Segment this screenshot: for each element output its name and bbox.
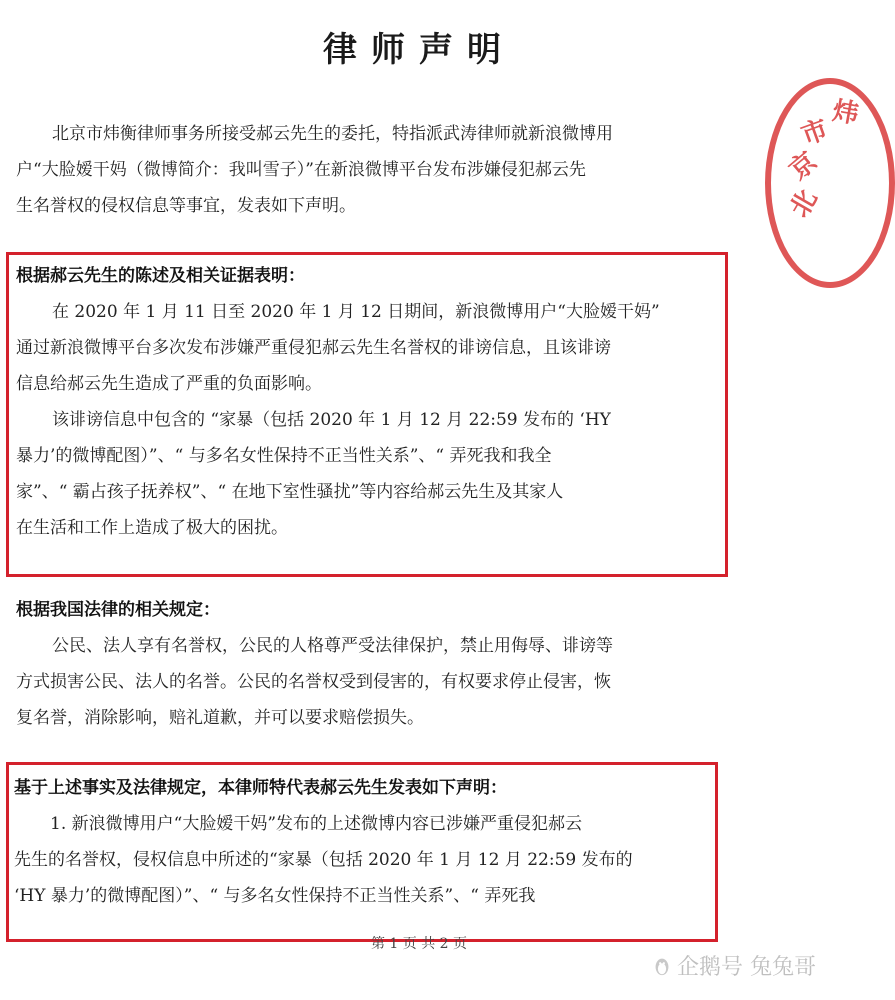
section-heading: 基于上述事实及法律规定，本律师特代表郝云先生发表如下声明： <box>14 778 507 798</box>
document-title: 律师声明 <box>323 30 515 70</box>
facts-section <box>16 258 726 546</box>
page-number: 第 1 页 共 2 页 <box>370 936 468 952</box>
seal-char: 市 <box>797 114 833 152</box>
statement-section <box>14 770 716 914</box>
law-section <box>16 592 736 736</box>
penguin-icon <box>651 955 673 977</box>
text-line: 复名誉，消除影响，赔礼道歉，并可以要求赔偿损失。 <box>16 708 424 728</box>
text-line: 信息给郝云先生造成了严重的负面影响。 <box>16 374 322 394</box>
text-line: 在 2020 年 1 月 11 日至 2020 年 1 月 12 日期间，新浪微博用户“大脸嫒干妈” <box>52 302 660 322</box>
text-line: 方式损害公民、法人的名誉。公民的名誉权受到侵害的，有权要求停止侵害，恢 <box>16 672 611 692</box>
text-line: ‘HY 暴力’的微博配图）”、“ 与多名女性保持不正当性关系”、“ 弄死我 <box>14 886 536 906</box>
seal-char: 北 <box>784 184 824 223</box>
watermark-text: 企鹅号 兔兔哥 <box>677 955 816 980</box>
text-line: 通过新浪微博平台多次发布涉嫌严重侵犯郝云先生名誉权的诽谤信息，且该诽谤 <box>16 338 611 358</box>
text-line: 公民、法人享有名誉权，公民的人格尊严受法律保护，禁止用侮辱、诽谤等 <box>52 636 613 656</box>
text-line: 该诽谤信息中包含的 “家暴（包括 2020 年 1 月 12 月 22:59 发布的 ‘HY <box>52 410 611 430</box>
official-seal <box>765 78 895 288</box>
watermark <box>651 950 816 981</box>
section-heading: 根据我国法律的相关规定： <box>16 600 220 620</box>
intro-paragraph <box>16 116 736 224</box>
seal-char: 京 <box>784 146 824 187</box>
text-line: 先生的名誉权，侵权信息中所述的“家暴（包括 2020 年 1 月 12 月 22:59 发布的 <box>14 850 633 870</box>
text-line: 生名誉权的侵权信息等事宜，发表如下声明。 <box>16 196 356 216</box>
text-line: 暴力’的微博配图）”、“ 与多名女性保持不正当性关系”、“ 弄死我和我全 <box>16 446 552 466</box>
text-line: 户“大脸嫒干妈（微博简介：我叫雪子）”在新浪微博平台发布涉嫌侵犯郝云先 <box>16 160 586 180</box>
text-line: 家”、“ 霸占孩子抚养权”、“ 在地下室性骚扰”等内容给郝云先生及其家人 <box>16 482 564 502</box>
text-line: 1. 新浪微博用户“大脸嫒干妈”发布的上述微博内容已涉嫌严重侵犯郝云 <box>50 814 583 834</box>
text-line: 北京市炜衡律师事务所接受郝云先生的委托，特指派武涛律师就新浪微博用 <box>52 124 613 144</box>
seal-char: 炜 <box>830 95 861 130</box>
section-heading: 根据郝云先生的陈述及相关证据表明： <box>16 266 305 286</box>
text-line: 在生活和工作上造成了极大的困扰。 <box>16 518 288 538</box>
